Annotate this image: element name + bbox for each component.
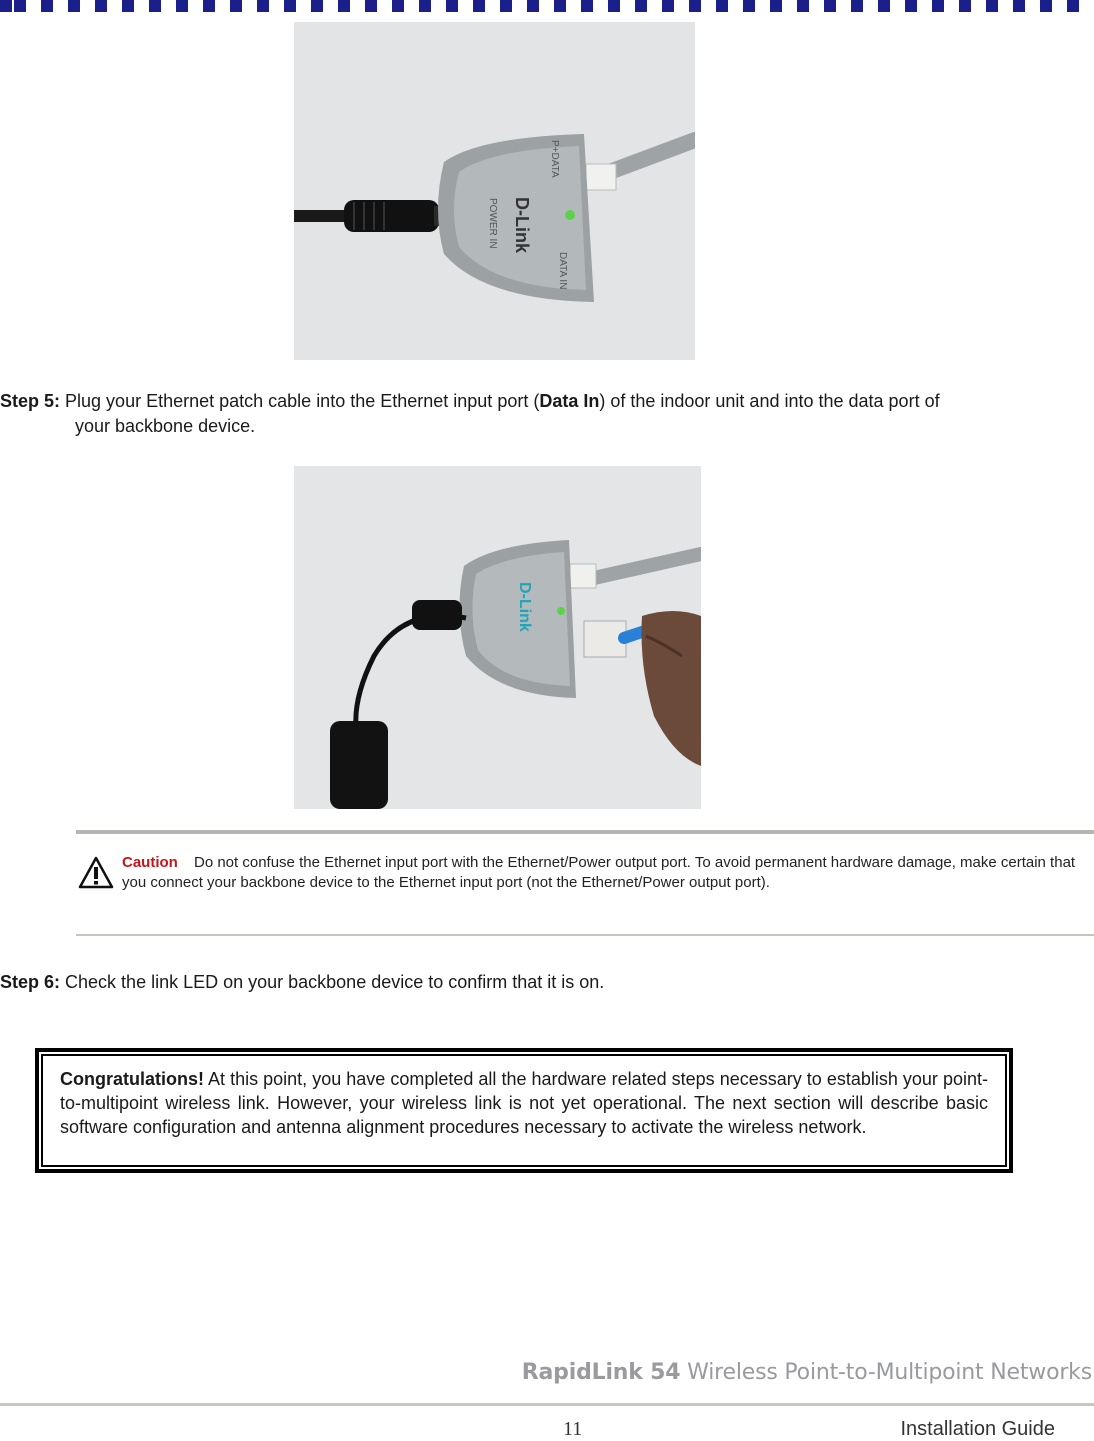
step-5-text-after: ) of the indoor unit and into the data port of xyxy=(599,391,940,411)
top-dotted-border xyxy=(0,0,1094,12)
step-5-label: Step 5: xyxy=(0,391,61,411)
step-5-continuation: your backbone device. xyxy=(75,416,256,436)
link-led xyxy=(565,210,575,220)
step-5 xyxy=(0,389,1094,439)
device-data-in-label: DATA IN xyxy=(557,252,568,290)
caution-text: Do not confuse the Ethernet input port with the Ethernet/Power output port. To avoid permanent hardware damage, make certain that you connect your backbone device to the Ethernet input port (not the Ethernet/Power output port). xyxy=(122,854,1076,891)
footer-brand: RapidLink 54 xyxy=(521,1360,681,1385)
congratulations-label: Congratulations! xyxy=(60,1069,204,1089)
footer-guide-label: Installation Guide xyxy=(900,1418,1055,1440)
caution-label: Caution xyxy=(122,854,178,871)
device-brand-logo: D-Link xyxy=(512,197,532,253)
footer-product-title xyxy=(522,1360,1092,1385)
step-6-label: Step 6: xyxy=(0,972,61,992)
indoor-unit-photo-ethernet xyxy=(294,466,701,809)
step-5-data-in: Data In xyxy=(539,391,600,411)
step-6 xyxy=(0,970,604,995)
congratulations-text: At this point, you have completed all the hardware related steps necessary to establish your point-to-multipoint wireless link. However, your wireless link is not yet operational. The next section will describe basic software configuration and antenna alignment procedures necessary to activate the wireless network. xyxy=(60,1069,988,1137)
page-number: 11 xyxy=(563,1418,583,1440)
caution-body xyxy=(122,853,1087,893)
footer-rule xyxy=(0,1403,1094,1406)
congratulations-box xyxy=(35,1048,1013,1173)
indoor-unit-photo-power xyxy=(294,22,695,360)
warning-triangle-icon xyxy=(78,856,114,890)
device-power-in-label: POWER IN xyxy=(487,198,498,249)
footer-title-text: Wireless Point-to-Multipoint Networks xyxy=(687,1360,1092,1385)
step-6-text: Check the link LED on your backbone device to confirm that it is on. xyxy=(65,972,605,992)
device-brand-logo-2: D-Link xyxy=(516,582,533,632)
step-5-text-before: Plug your Ethernet patch cable into the Ethernet input port ( xyxy=(65,391,540,411)
congratulations-inner xyxy=(41,1054,1007,1167)
caution-box xyxy=(76,830,1094,936)
device-pdata-out-label: P+DATA xyxy=(549,140,560,178)
